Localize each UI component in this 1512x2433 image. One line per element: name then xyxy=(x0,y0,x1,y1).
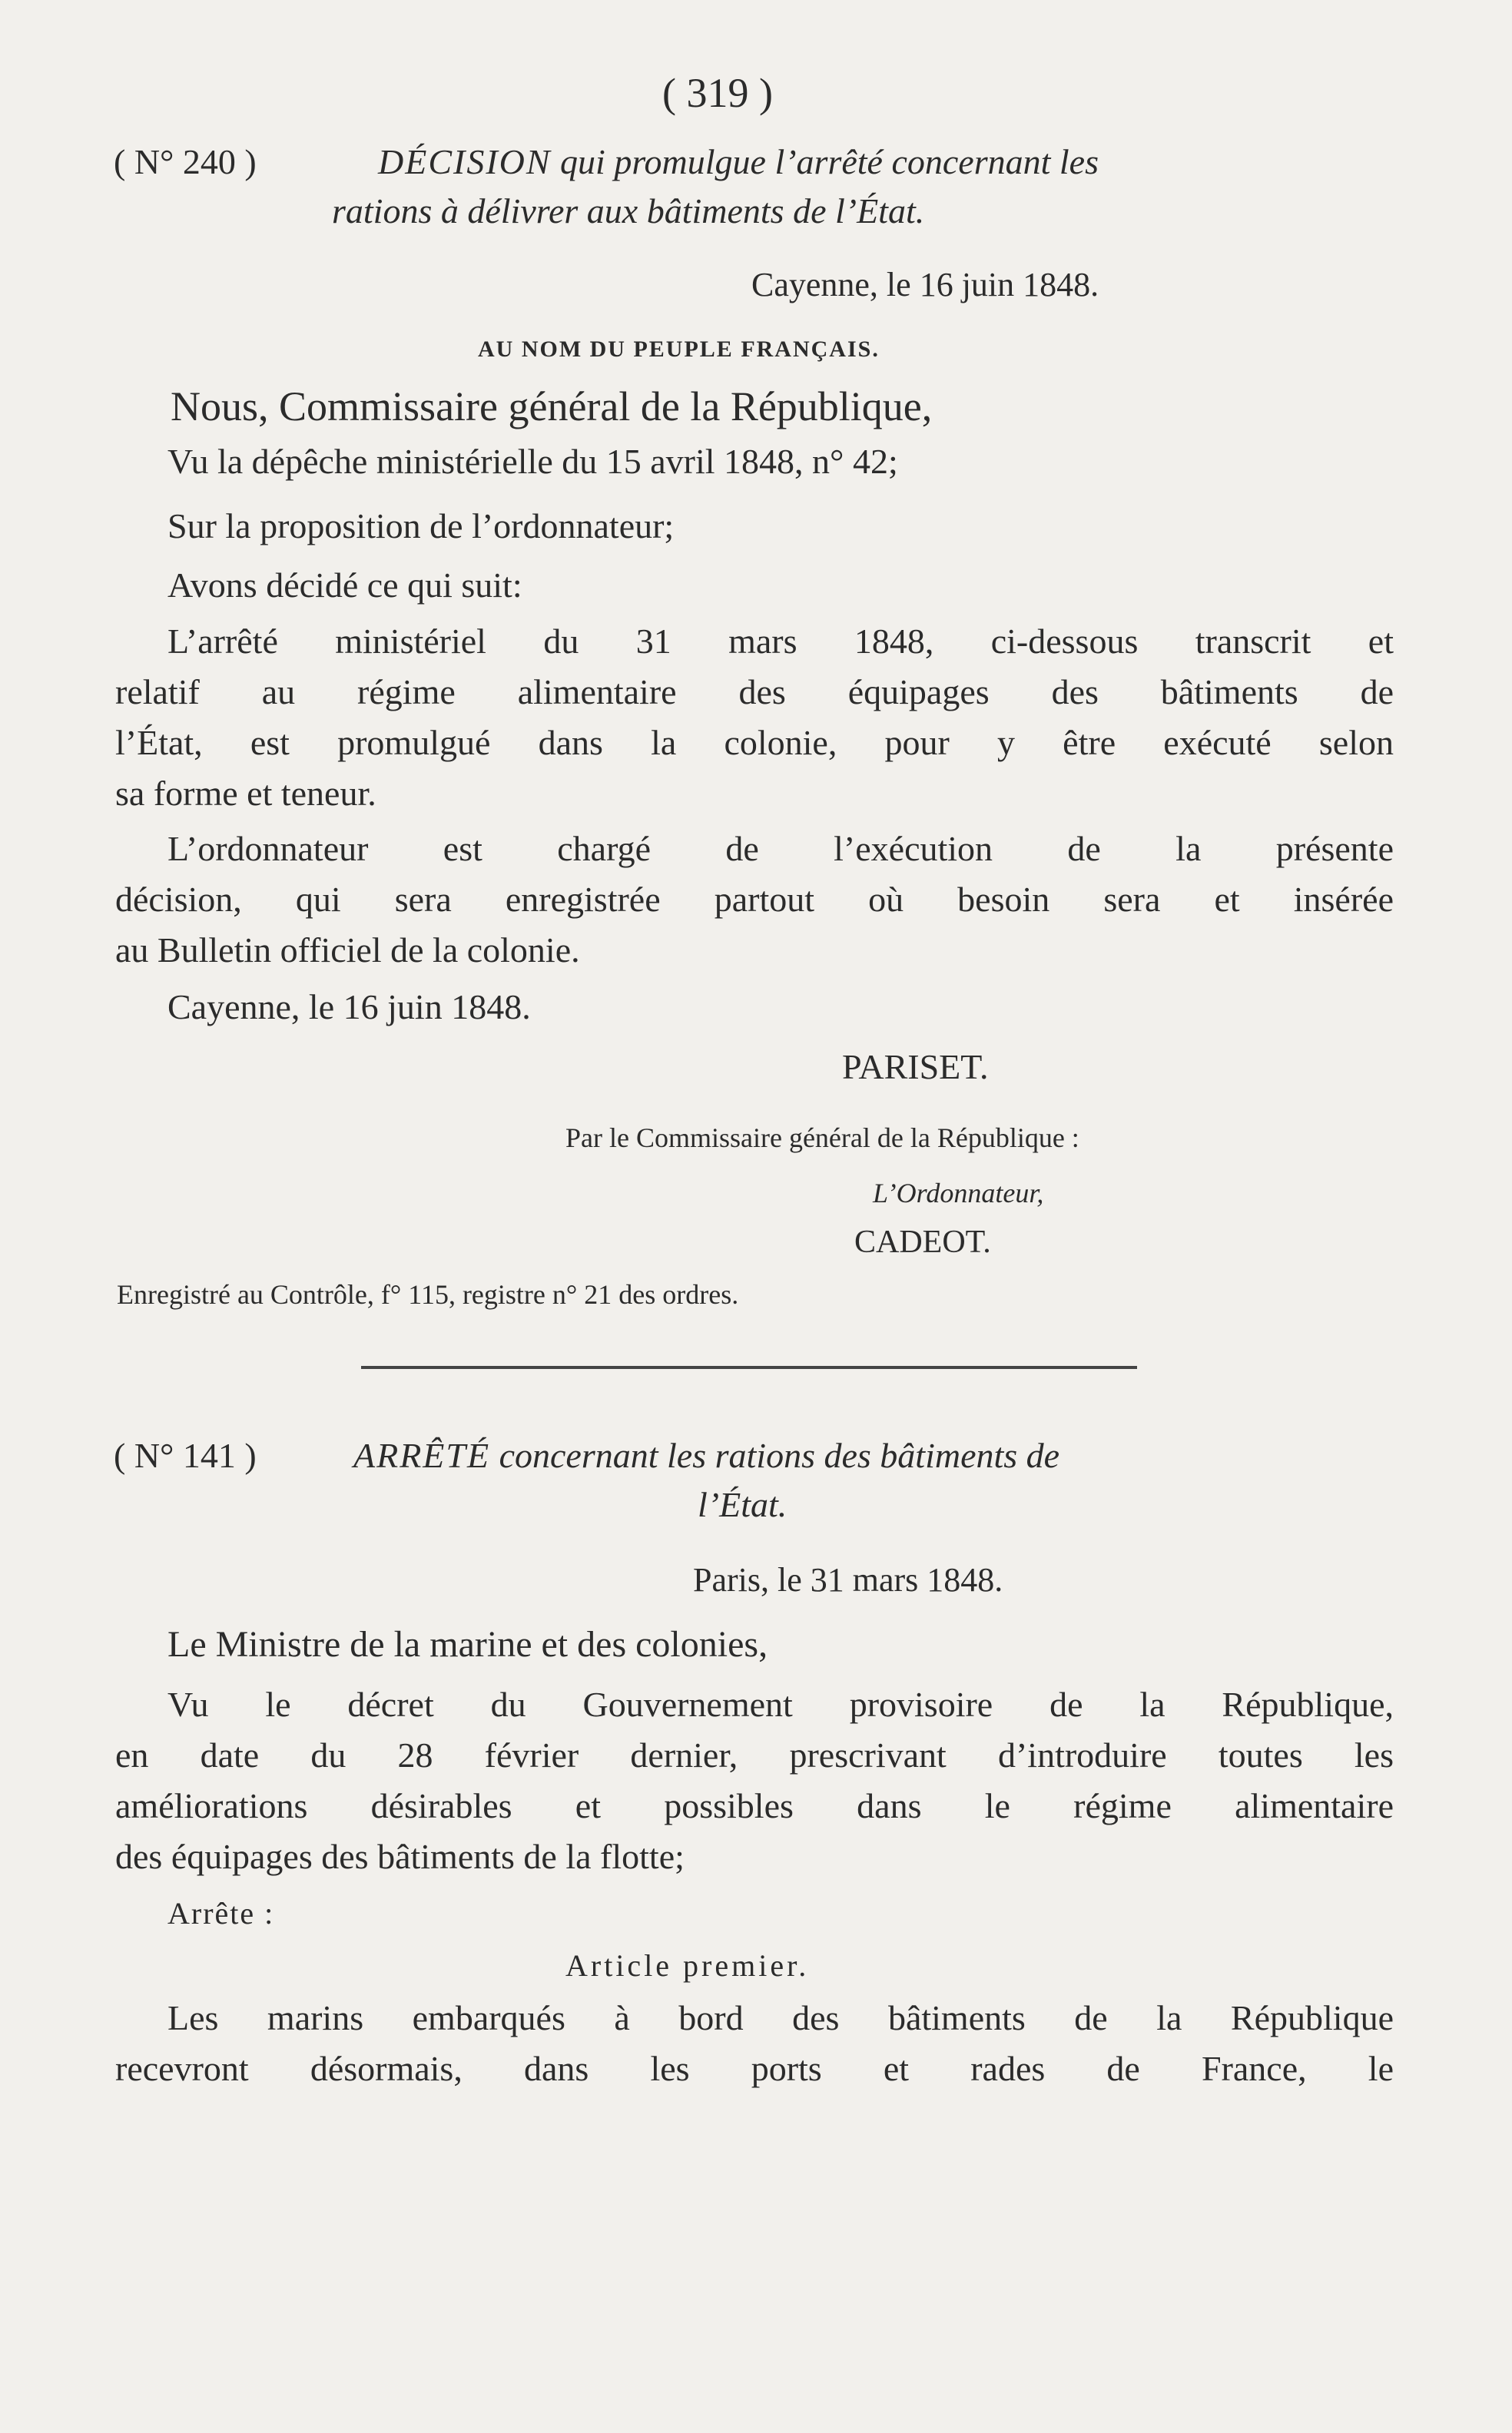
arrete-line: Les marins embarqués à bord des bâtiments de la République xyxy=(167,1998,1394,2037)
arrete-number: ( N° 141 ) xyxy=(114,1436,257,1475)
decision-title-rest: qui promulgue l’arrêté concernant les xyxy=(551,142,1099,181)
arrete-line: en date du 28 février dernier, prescrivant d’introduire toutes les xyxy=(115,1735,1394,1775)
decision-line: Cayenne, le 16 juin 1848. xyxy=(167,987,531,1026)
decision-line: L’ordonnateur est chargé de l’exécution de la présente xyxy=(167,829,1394,868)
arrete-title-rest: concernant les rations des bâtiments de xyxy=(490,1436,1060,1475)
page-number: ( 319 ) xyxy=(662,70,773,116)
decision-place-date: Cayenne, le 16 juin 1848. xyxy=(751,266,1099,303)
decision-line: décision, qui sera enregistrée partout où besoin sera et insérée xyxy=(115,880,1394,919)
section-divider xyxy=(361,1366,1137,1369)
decision-signature: PARISET. xyxy=(842,1047,989,1086)
decision-title-word: DÉCISION xyxy=(378,142,552,181)
arrete-line: des équipages des bâtiments de la flotte; xyxy=(115,1837,685,1876)
decision-number: ( N° 240 ) xyxy=(114,142,257,181)
arrete-title-line-2: l’État. xyxy=(698,1485,788,1524)
decision-title-line-2: rations à délivrer aux bâtiments de l’État. xyxy=(332,191,925,230)
decision-line: L’arrêté ministériel du 31 mars 1848, ci-dessous transcrit et xyxy=(167,622,1394,661)
decision-by-order: Par le Commissaire général de la République : xyxy=(565,1122,1079,1153)
decision-line: Vu la dépêche ministérielle du 15 avril 1848, n° 42; xyxy=(167,442,898,481)
decision-line: Avons décidé ce qui suit: xyxy=(167,565,522,605)
arrete-line: Le Ministre de la marine et des colonies, xyxy=(167,1624,768,1665)
arrete-line: Vu le décret du Gouvernement provisoire de la République, xyxy=(167,1685,1394,1724)
decision-title-line-1 xyxy=(378,140,1099,184)
decision-line: relatif au régime alimentaire des équipages des bâtiments de xyxy=(115,672,1394,711)
decision-line: Sur la proposition de l’ordonnateur; xyxy=(167,506,675,545)
decision-registration: Enregistré au Contrôle, f° 115, registre n° 21 des ordres. xyxy=(117,1279,739,1310)
arrete-line: améliorations désirables et possibles dans le régime alimentaire xyxy=(115,1786,1394,1825)
decision-line: Nous, Commissaire général de la République, xyxy=(171,383,933,429)
arrete-title-word: ARRÊTÉ xyxy=(353,1436,491,1475)
arrete-title-line-1 xyxy=(353,1434,1059,1478)
decision-line: l’État, est promulgué dans la colonie, pour y être exécuté selon xyxy=(115,723,1394,762)
arrete-line: Arrête : xyxy=(167,1896,275,1931)
decision-countersign: CADEOT. xyxy=(854,1225,991,1260)
decision-line: au Bulletin officiel de la colonie. xyxy=(115,930,580,970)
decision-line: sa forme et teneur. xyxy=(115,774,376,813)
arrete-line: recevront désormais, dans les ports et rades de France, le xyxy=(115,2049,1394,2088)
arrete-place-date: Paris, le 31 mars 1848. xyxy=(693,1561,1003,1599)
decision-ordonnateur: L’Ordonnateur, xyxy=(873,1178,1044,1208)
decision-heading: AU NOM DU PEUPLE FRANÇAIS. xyxy=(478,336,880,362)
article-heading: Article premier. xyxy=(565,1948,810,1983)
